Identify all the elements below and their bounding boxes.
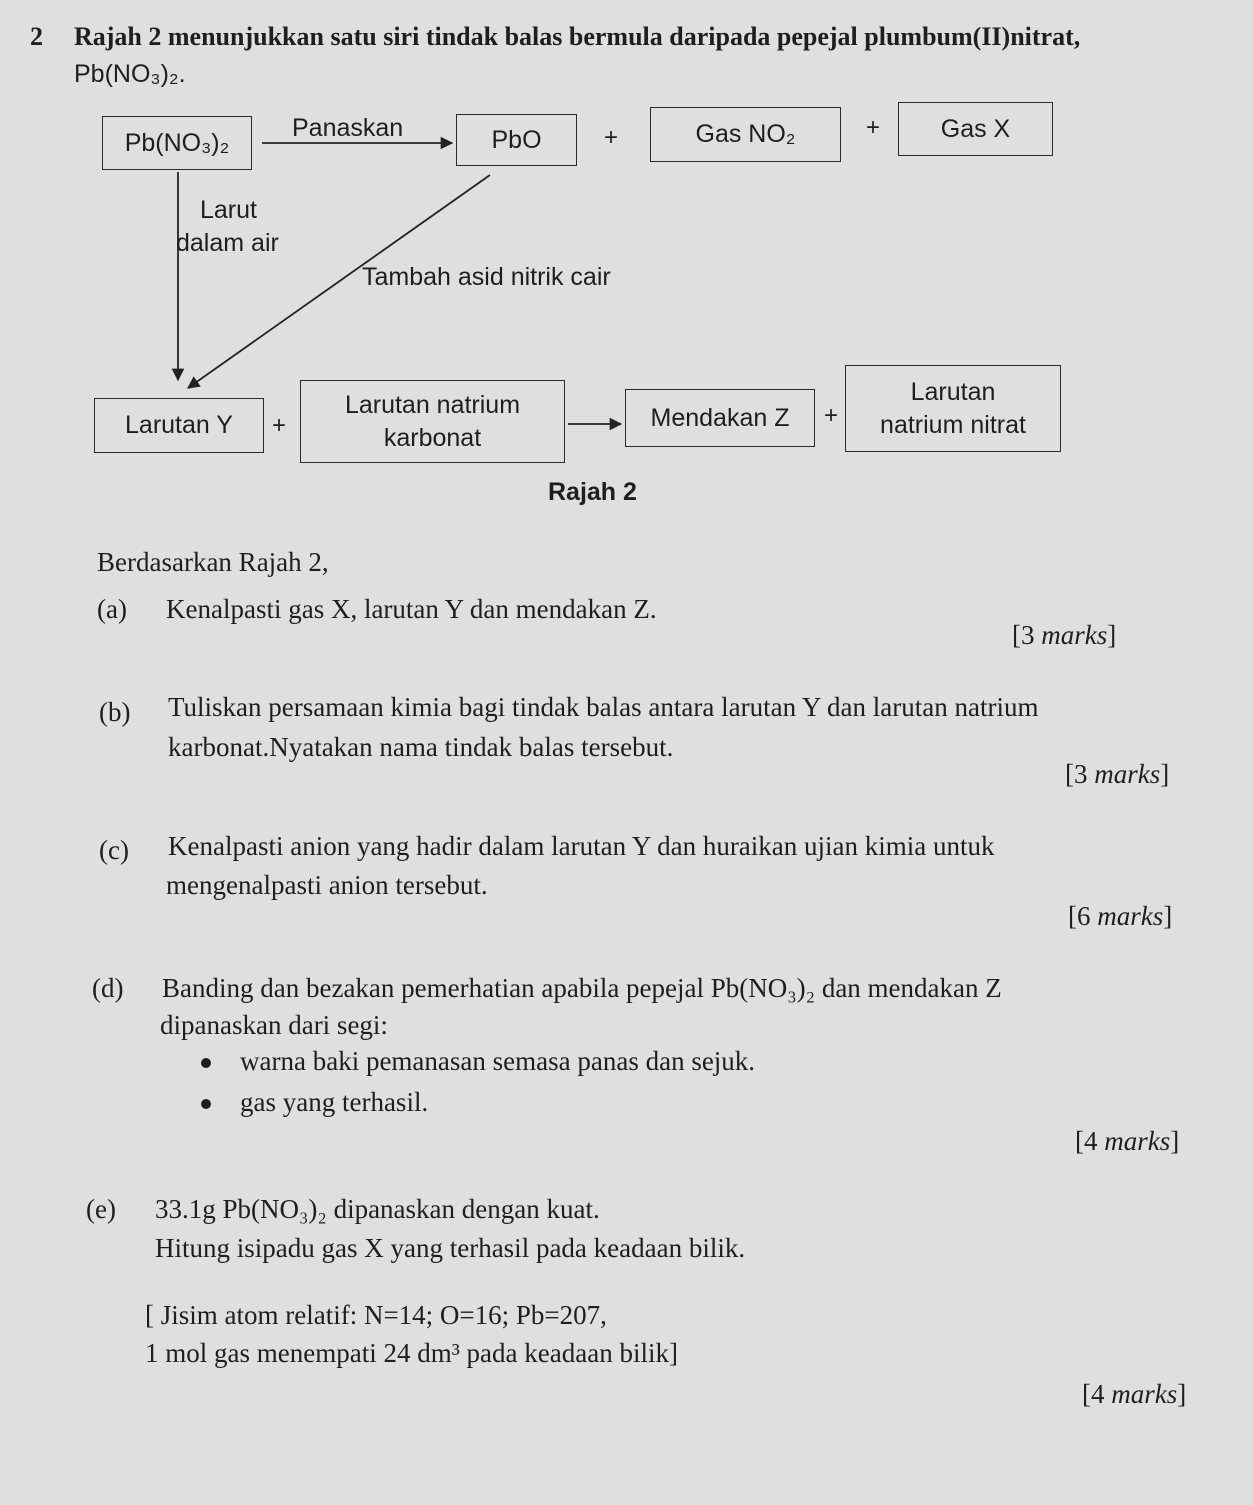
plus-sign: +	[604, 124, 619, 151]
sodium-carbonate-line1: Larutan natrium	[344, 390, 521, 419]
plus-sign: +	[824, 402, 839, 429]
precipitate-z-box	[625, 389, 815, 447]
part-e-marks: [4 marks]	[1082, 1379, 1187, 1409]
part-d-line2: dipanaskan dari segi:	[160, 1010, 388, 1040]
question-intro-line1: Rajah 2 menunjukkan satu siri tindak balas bermula daripada pepejal plumbum(II)nitrat,	[74, 22, 1081, 51]
sodium-nitrate-box	[845, 365, 1061, 452]
part-b-line2: karbonat.Nyatakan nama tindak balas tersebut.	[168, 732, 674, 762]
part-a-line1: Kenalpasti gas X, larutan Y dan mendakan Z.	[166, 594, 657, 624]
part-d-label: (d)	[92, 973, 124, 1003]
part-b-label: (b)	[99, 697, 131, 727]
plus-sign: +	[272, 412, 287, 439]
part-e-data-line1: [ Jisim atom relatif: N=14; O=16; Pb=207,	[145, 1300, 607, 1330]
part-d-bullet2: gas yang terhasil.	[240, 1087, 429, 1117]
sodium-nitrate-line1: Larutan	[910, 377, 996, 406]
part-b-line1: Tuliskan persamaan kimia bagi tindak balas antara larutan Y dan larutan natrium	[168, 692, 1039, 722]
part-a-marks: [3 marks]	[1012, 620, 1117, 650]
part-c-marks: [6 marks]	[1068, 901, 1173, 931]
question-stem: Berdasarkan Rajah 2,	[97, 547, 329, 577]
sodium-nitrate-line2: natrium nitrat	[880, 410, 1026, 439]
part-d-marks: [4 marks]	[1075, 1126, 1180, 1156]
solution-y-label: Larutan Y	[125, 411, 233, 439]
part-c-line1: Kenalpasti anion yang hadir dalam larutan Y dan huraikan ujian kimia untuk	[168, 831, 995, 861]
question-intro-line2: Pb(NO₃)₂.	[74, 60, 186, 88]
question-number: 2	[30, 22, 43, 51]
part-c-label: (c)	[99, 835, 129, 865]
solution-y-box	[94, 398, 264, 453]
heat-label: Panaskan	[292, 114, 404, 142]
part-b-marks: [3 marks]	[1065, 759, 1170, 789]
start-compound-label: Pb(NO₃)₂	[124, 128, 230, 157]
sodium-carbonate-line2: karbonat	[383, 423, 482, 452]
part-e-line1: 33.1g Pb(NO₃)₂ dipanaskan dengan kuat.	[155, 1194, 600, 1224]
part-e-data-line2: 1 mol gas menempati 24 dm³ pada keadaan bilik]	[145, 1338, 678, 1368]
sodium-carbonate-box	[300, 380, 565, 463]
plus-sign: +	[866, 114, 881, 141]
gas-x-box	[898, 102, 1053, 156]
dissolve-label-line2: dalam air	[176, 229, 279, 257]
no2-gas-box	[650, 107, 841, 162]
pbo-box	[456, 114, 577, 166]
part-e-label: (e)	[86, 1194, 116, 1224]
pbo-label: PbO	[491, 125, 542, 154]
diagram-caption: Rajah 2	[548, 478, 637, 506]
start-compound-box	[102, 116, 252, 170]
part-a-label: (a)	[97, 594, 127, 624]
part-d-bullet1: warna baki pemanasan semasa panas dan sejuk.	[240, 1046, 756, 1076]
part-c-line2: mengenalpasti anion tersebut.	[166, 870, 488, 900]
part-d-line1: Banding dan bezakan pemerhatian apabila pepejal Pb(NO₃)₂ dan mendakan Z	[162, 973, 1002, 1003]
bullet-point	[201, 1099, 211, 1109]
dissolve-label-line1: Larut	[200, 196, 257, 224]
gas-x-label: Gas X	[940, 114, 1011, 143]
no2-gas-label: Gas NO₂	[695, 120, 796, 148]
part-e-line2: Hitung isipadu gas X yang terhasil pada keadaan bilik.	[155, 1233, 746, 1263]
acid-label: Tambah asid nitrik cair	[362, 263, 611, 291]
bullet-point	[201, 1058, 211, 1068]
precipitate-z-label: Mendakan Z	[650, 403, 790, 432]
